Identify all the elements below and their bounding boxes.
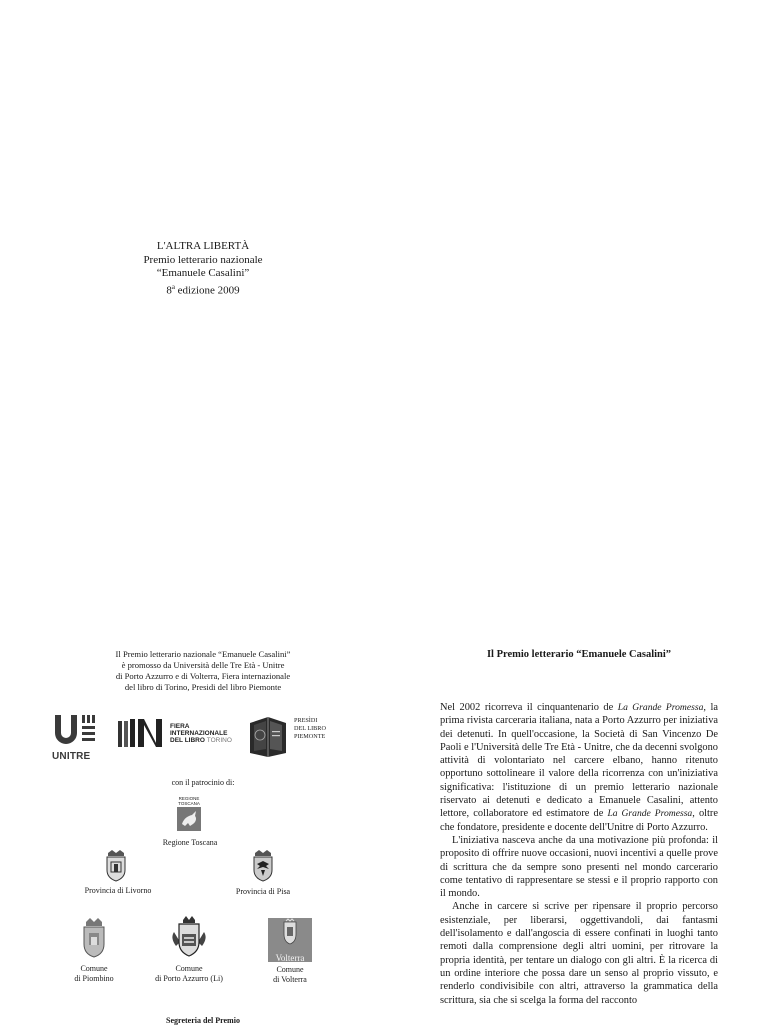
unitre-logo xyxy=(52,713,98,761)
secreteria-heading: Segreteria del Premio xyxy=(166,1016,240,1025)
volterra-logo-text: Volterra xyxy=(275,953,305,963)
livorno-shield-icon xyxy=(104,850,128,882)
fiera-logo xyxy=(116,717,236,757)
cover-title-block xyxy=(60,240,346,298)
volterra-label-line: Comune xyxy=(276,965,304,974)
p1-text-c: , oltre che fondatore, presidente e docente dell'Unitre di Porto Azzurro. xyxy=(440,808,718,833)
book-icon xyxy=(246,713,290,759)
piombino-shield-icon xyxy=(80,918,108,958)
promo-line: di Porto Azzurro e di Volterra, Fiera internazionale xyxy=(115,671,291,681)
volterra-label xyxy=(252,965,328,985)
fiera-text xyxy=(170,724,232,744)
unitre-label: UNITRE xyxy=(52,751,91,762)
article-body xyxy=(440,701,718,1007)
cover-edition xyxy=(60,281,346,298)
fiera-line: FIERA xyxy=(170,723,190,730)
porto-azzurro-label xyxy=(136,964,242,984)
pisa-crest xyxy=(251,850,275,882)
article-paragraph: L'iniziativa nasceva anche da una motivazione più profonda: il proposito di offrire nuove occasioni, nuovi incentivi a quelle prove di scrittura che da sempre sono presenti nel mondo carcerario come tentativo di rappresentare se stessi e il proprio rapporto con il mondo. xyxy=(440,834,718,900)
presidi-line: PRESÌDI xyxy=(294,717,318,724)
volterra-logo xyxy=(268,918,312,962)
presidi-line: PIEMONTE xyxy=(294,733,326,740)
cover-subtitle: Premio letterario nazionale xyxy=(143,253,263,266)
volterra-label-line: di Volterra xyxy=(273,975,307,984)
pisa-label: Provincia di Pisa xyxy=(235,887,291,896)
pegasus-icon xyxy=(176,806,202,832)
patronage-label: con il patrocinio di: xyxy=(171,778,235,787)
fiera-mark-icon xyxy=(116,717,168,749)
piombino-label xyxy=(54,964,134,984)
promo-text xyxy=(60,649,346,693)
livorno-crest xyxy=(104,850,128,882)
promo-line: Il Premio letterario nazionale “Emanuele Casalini” xyxy=(115,649,291,659)
porto-azzurro-crest xyxy=(170,916,208,958)
fiera-line-3b: TORINO xyxy=(206,736,232,744)
volterra-shield-icon xyxy=(268,918,312,948)
sponsor-logos xyxy=(50,713,350,761)
p1-text-a: Nel 2002 ricorreva il cinquantenario de xyxy=(440,702,618,713)
article-paragraph: Anche in carcere si scrive per ripensare il proprio percorso esistenziale, per liberarsi, oggettivandoli, dai fantasmi dell'isolamento e dall'angoscia di essere confinati in luoghi tanto remoti dalla comprensione degli altri uomini, per ritrovare la propria identità, per tentare un dialogo con gli altri. È la ricerca di un ordine interiore che possa dare un senso al proprio vissuto, e renderlo condivisibile con altri, attraverso la grammatica della scrittura, sia che si scelga la forma del racconto xyxy=(440,901,718,1006)
unitre-mark-icon xyxy=(52,713,98,745)
cover-prize-name: “Emanuele Casalini” xyxy=(156,267,250,279)
fiera-line-3a: DEL LIBRO xyxy=(170,736,205,744)
magazine-title: La Grande Promessa xyxy=(607,808,693,820)
fiera-line xyxy=(170,738,232,745)
piombino-label-line: Comune xyxy=(80,964,108,973)
presidi-line: DEL LIBRO xyxy=(294,725,326,732)
regione-logo-line: TOSCANA xyxy=(178,801,200,806)
presidi-text xyxy=(294,717,326,741)
article-paragraph xyxy=(440,701,718,834)
article-title: Il Premio letterario “Emanuele Casalini” xyxy=(486,649,672,660)
promo-line: del libro di Torino, Presidi del libro Piemonte xyxy=(124,682,282,692)
edition-superscript: a xyxy=(171,282,175,291)
pisa-shield-icon xyxy=(251,850,275,882)
magazine-title: La Grande Promessa xyxy=(617,702,704,713)
porto-azzurro-label-line: di Porto Azzurro (Li) xyxy=(155,974,223,983)
regione-toscana-label: Regione Toscana xyxy=(162,838,218,847)
piombino-crest xyxy=(80,918,108,958)
p1-text-b: , la prima rivista carceraria italiana, nata a Porto Azzurro per iniziativa dei detenuti. In quell'occasione, la Società di San Vincenzo De Paoli e l'Università delle Tre Età - Unitre, che da decenni svolgono attività di volontariato nel carcere elbano, hanno ritenuto opportuno sottolineare il valore della ricorrenza con un'iniziativa significativa: l'istituzione di un premio letterario nazionale riservato ai detenuti e dedicato a Emanuele Casalini, attento lettore, collaboratore ed estimatore de xyxy=(440,702,718,820)
edition-text: edizione 2009 xyxy=(174,284,240,297)
regione-toscana-logo xyxy=(176,796,202,834)
edition-number: 8 xyxy=(166,284,172,297)
promo-line: è promosso da Università delle Tre Età - Unitre xyxy=(121,660,285,670)
regione-logo-line: REGIONE xyxy=(178,796,200,801)
regione-logo-text xyxy=(176,796,202,806)
piombino-label-line: di Piombino xyxy=(74,974,114,983)
presidi-logo xyxy=(246,713,350,761)
fiera-line: INTERNAZIONALE xyxy=(170,729,228,737)
livorno-label: Provincia di Livorno xyxy=(84,886,152,895)
porto-azzurro-label-line: Comune xyxy=(175,964,203,973)
porto-azzurro-shield-icon xyxy=(170,916,208,958)
cover-title: L'ALTRA LIBERTÀ xyxy=(156,240,250,252)
